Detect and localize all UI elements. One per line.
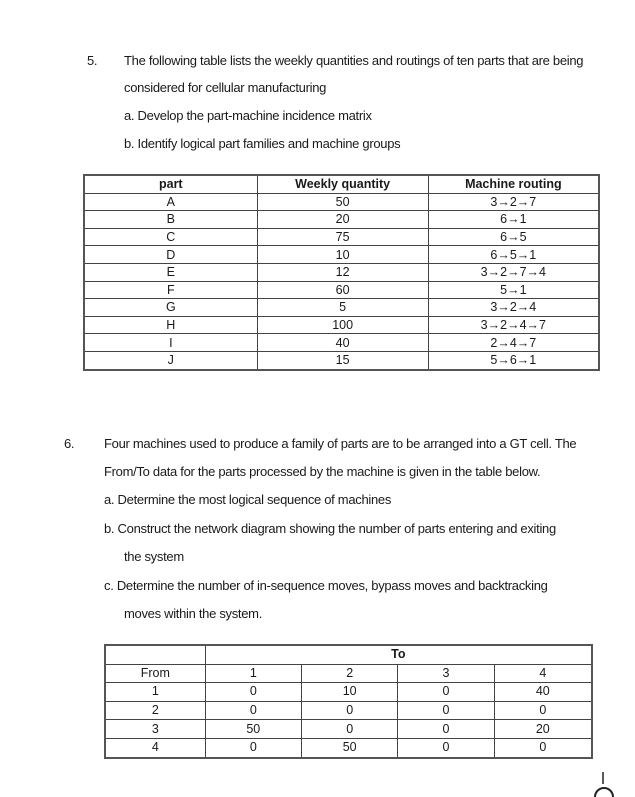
question-5-text-line-1: The following table lists the weekly quantities and routings of ten parts that are being [124,53,584,68]
question-6-item-b-line-1: b. Construct the network diagram showing the number of parts entering and exiting [104,521,556,536]
value-cell: 0 [398,720,494,739]
question-5-item-a: a. Develop the part-machine incidence matrix [124,108,372,123]
quantity-cell: 20 [257,211,428,229]
quantity-cell: 12 [257,263,428,281]
from-cell: 4 [105,738,205,757]
part-cell: D [84,246,257,264]
question-5-number: 5. [87,53,98,68]
value-cell: 0 [301,720,397,739]
part-cell: B [84,211,257,229]
part-cell: I [84,334,257,352]
quantity-cell: 15 [257,351,428,369]
part-cell: C [84,228,257,246]
routing-cell: 5→6→1 [428,351,599,369]
routing-cell: 3→2→7 [428,193,599,211]
table-super-header-row [105,645,592,664]
quantity-cell: 50 [257,193,428,211]
table-row [105,683,592,702]
value-cell: 0 [398,701,494,720]
header-from: From [105,664,205,683]
header-to-3: 3 [398,664,494,683]
table-row [84,263,599,281]
routing-cell: 3→2→4→7 [428,316,599,334]
quantity-cell: 60 [257,281,428,299]
question-6-item-b-line-2: the system [124,549,184,564]
routing-cell: 2→4→7 [428,334,599,352]
question-6-number: 6. [64,436,75,451]
table-row [84,316,599,334]
value-cell: 0 [398,738,494,757]
value-cell: 0 [205,738,301,757]
table-row [84,228,599,246]
routing-cell: 6→1 [428,211,599,229]
from-to-table [104,644,593,759]
table-row [84,193,599,211]
value-cell: 0 [494,701,592,720]
question-5-text-line-2: considered for cellular manufacturing [124,80,327,95]
routing-cell: 3→2→4 [428,299,599,317]
table-row [84,281,599,299]
value-cell: 0 [398,683,494,702]
part-cell: F [84,281,257,299]
header-to-1: 1 [205,664,301,683]
value-cell: 0 [205,683,301,702]
quantity-cell: 5 [257,299,428,317]
value-cell: 50 [205,720,301,739]
part-cell: H [84,316,257,334]
value-cell: 0 [301,701,397,720]
value-cell: 0 [205,701,301,720]
value-cell: 10 [301,683,397,702]
value-cell: 50 [301,738,397,757]
header-machine-routing: Machine routing [428,175,599,193]
question-6-text-line-1: Four machines used to produce a family of parts are to be arranged into a GT cell. The [104,436,577,451]
question-5-item-b: b. Identify logical part families and machine groups [124,136,401,151]
value-cell: 0 [494,738,592,757]
value-cell: 40 [494,683,592,702]
value-cell: 20 [494,720,592,739]
table-row [105,738,592,757]
table-header-row [84,175,599,193]
question-6-item-c-line-2: moves within the system. [124,606,263,621]
quantity-cell: 10 [257,246,428,264]
table-row [84,299,599,317]
part-cell: G [84,299,257,317]
part-cell: A [84,193,257,211]
table-row [105,720,592,739]
routing-cell: 5→1 [428,281,599,299]
part-routing-table [83,174,600,371]
quantity-cell: 100 [257,316,428,334]
header-weekly-quantity: Weekly quantity [257,175,428,193]
part-cell: E [84,263,257,281]
question-6-text-line-2: From/To data for the parts processed by the machine is given in the table below. [104,464,541,479]
quantity-cell: 40 [257,334,428,352]
table-header-row [105,664,592,683]
part-cell: J [84,351,257,369]
header-to: To [205,645,592,664]
table-row [84,211,599,229]
question-6-item-a: a. Determine the most logical sequence of machines [104,492,392,507]
header-to-4: 4 [494,664,592,683]
table-row [84,246,599,264]
routing-cell: 6→5 [428,228,599,246]
header-corner [105,645,205,664]
header-to-2: 2 [301,664,397,683]
routing-cell: 6→5→1 [428,246,599,264]
table-row [84,351,599,369]
quantity-cell: 75 [257,228,428,246]
text-cursor-icon [593,770,615,797]
from-cell: 2 [105,701,205,720]
question-6-item-c-line-1: c. Determine the number of in-sequence moves, bypass moves and backtracking [104,578,548,593]
routing-cell: 3→2→7→4 [428,263,599,281]
table-row [105,701,592,720]
table-row [84,334,599,352]
from-cell: 3 [105,720,205,739]
from-cell: 1 [105,683,205,702]
header-part: part [84,175,257,193]
